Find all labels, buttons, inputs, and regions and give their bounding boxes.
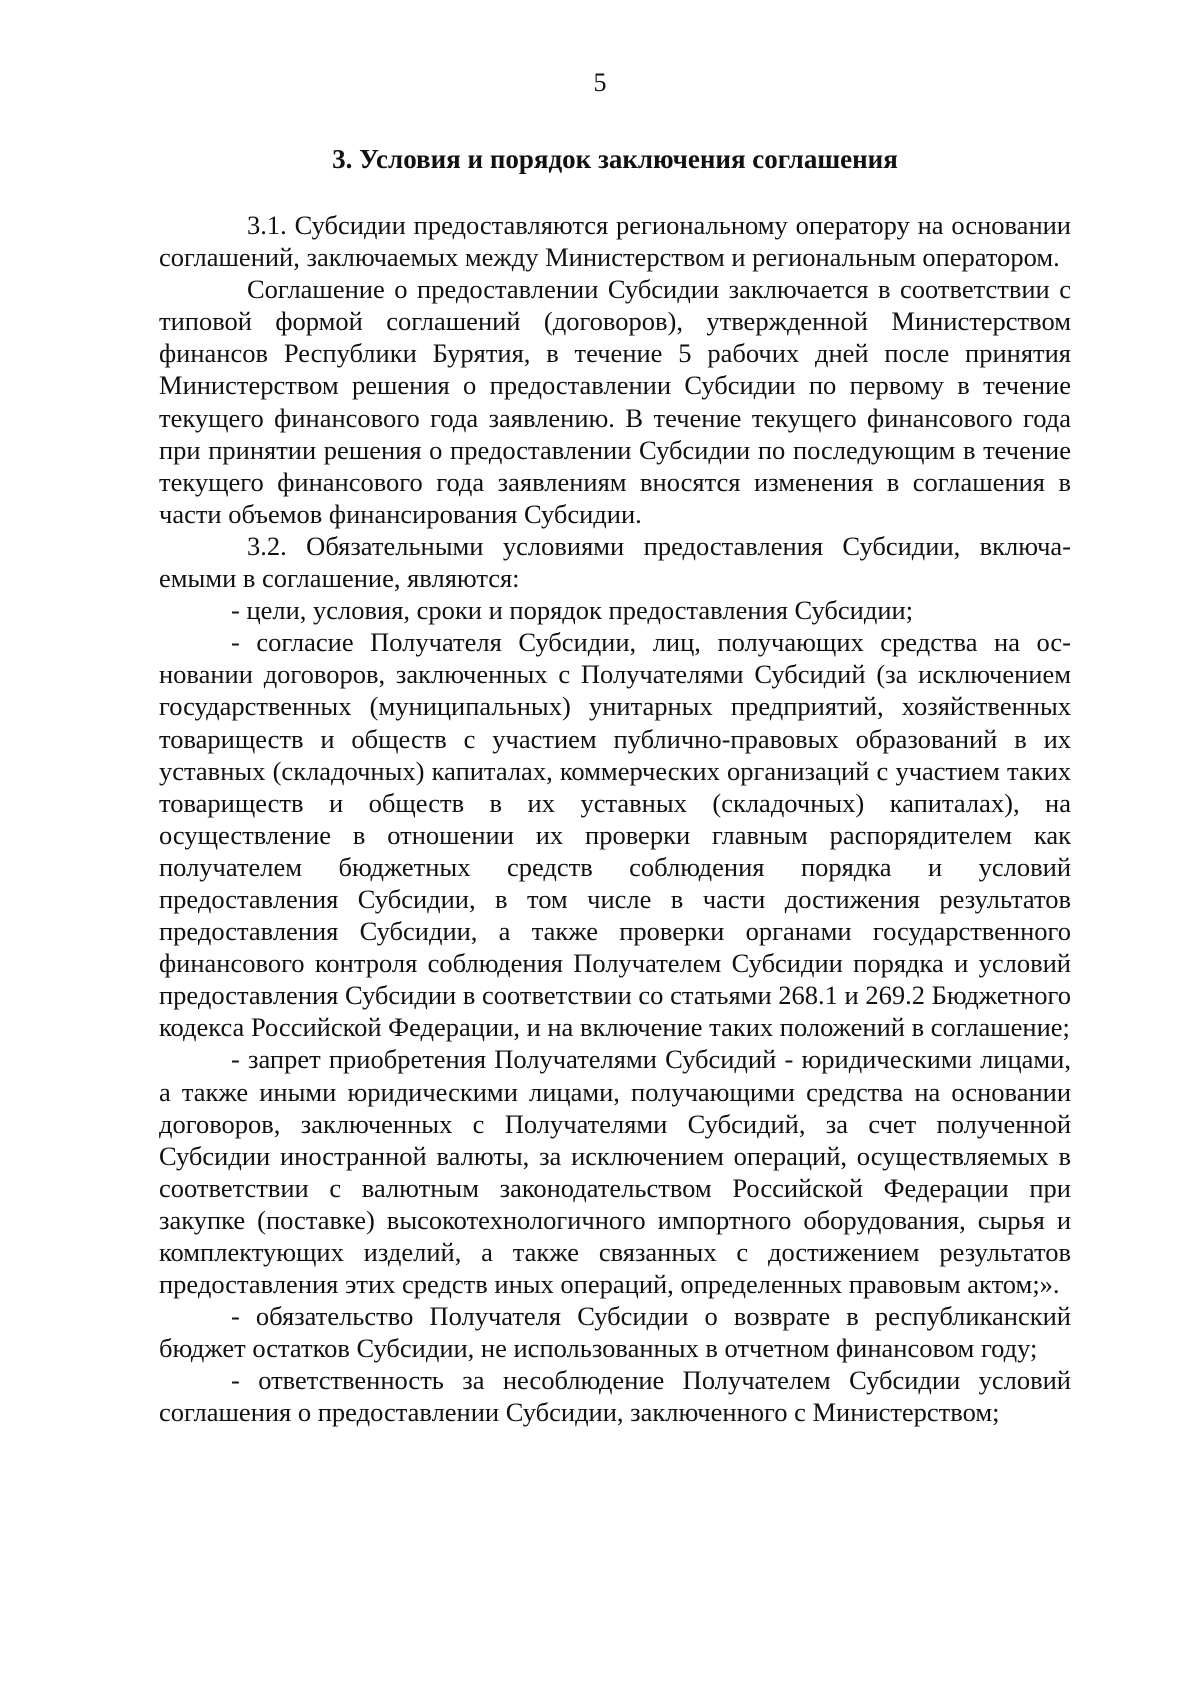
- document-body: [159, 209, 1071, 1429]
- page-number: 5: [593, 68, 607, 97]
- list-item-consent: - согласие Получателя Субсидии, лиц, получающих средства на основании договоров, заключенных с Получателями Субсидий (за исключением государственных (муниципальных) унитарных предприятий, хозяйственных товариществ и обществ с участием публично-правовых образований в их уставных (складочных) капиталах, коммерческих организаций с участием таких товариществ и обществ в их уставных (складочных) капиталах), на осуществление в отношении их проверки главным распорядителем как получателем бюджетных средств соблюдения порядка и условий предоставления Субсидии, в том числе в части достижения результатов предоставления Субсидии, а также проверки органами государственного финансового контроля соблюдения Получателем Субсидии порядка и условий предоставления Субсидии в соответствии со статьями 268.1 и 269.2 Бюджетного кодекса Российской Федерации, и на включение таких положений в соглашение;: [159, 627, 1071, 1043]
- list-item-responsibility: - ответственность за несоблюдение Получателем Субсидии условий соглашения о предоставлении Субсидии, заключенного с Министерством;: [159, 1365, 1071, 1428]
- paragraph-3-2: 3.2. Обязательными условиями предоставления Субсидии, включаемыми в соглашение, являются:: [159, 530, 1071, 594]
- paragraph-3-1: 3.1. Субсидии предоставляются региональному оператору на основании соглашений, заключаемых между Министерством и региональным оператором.: [159, 210, 1071, 273]
- list-item-goals: - цели, условия, сроки и порядок предоставления Субсидии;: [231, 595, 914, 626]
- paragraph-agreement-form: Соглашение о предоставлении Субсидии заключается в соответствии с типовой формой соглашений (договоров), утвержденной Министерством финансов Республики Бурятия, в течение 5 рабочих дней после принятия Министерством решения о предоставлении Субсидии по первому в течение текущего финансового года заявлению. В течение текущего финансового года при принятии решения о предоставлении Субсидии по последующим в течение текущего финансового года заявлениям вносятся изменения в соглашения в части объемов финансирования Субсидии.: [159, 274, 1071, 529]
- list-item-obligation: - обязательство Получателя Субсидии о возврате в республиканский бюджет остатков Субсидии, не использованных в отчетном финансовом году;: [159, 1301, 1071, 1364]
- section-title: 3. Условия и порядок заключения соглашения: [332, 144, 898, 174]
- list-item-prohibition: - запрет приобретения Получателями Субсидий - юридическими лицами, а также иными юридическими лицами, получающими средства на основании договоров, заключенных с Получателями Субсидий, за счет полученной Субсидии иностранной валюты, за исключением операций, осуществляемых в соответствии с валютным законодательством Российской Федерации при закупке (поставке) высокотехнологичного импортного оборудования, сырья и комплектующих изделий, а также связанных с достижением результатов предоставления этих средств иных операций, определенных правовым актом;».: [159, 1044, 1071, 1300]
